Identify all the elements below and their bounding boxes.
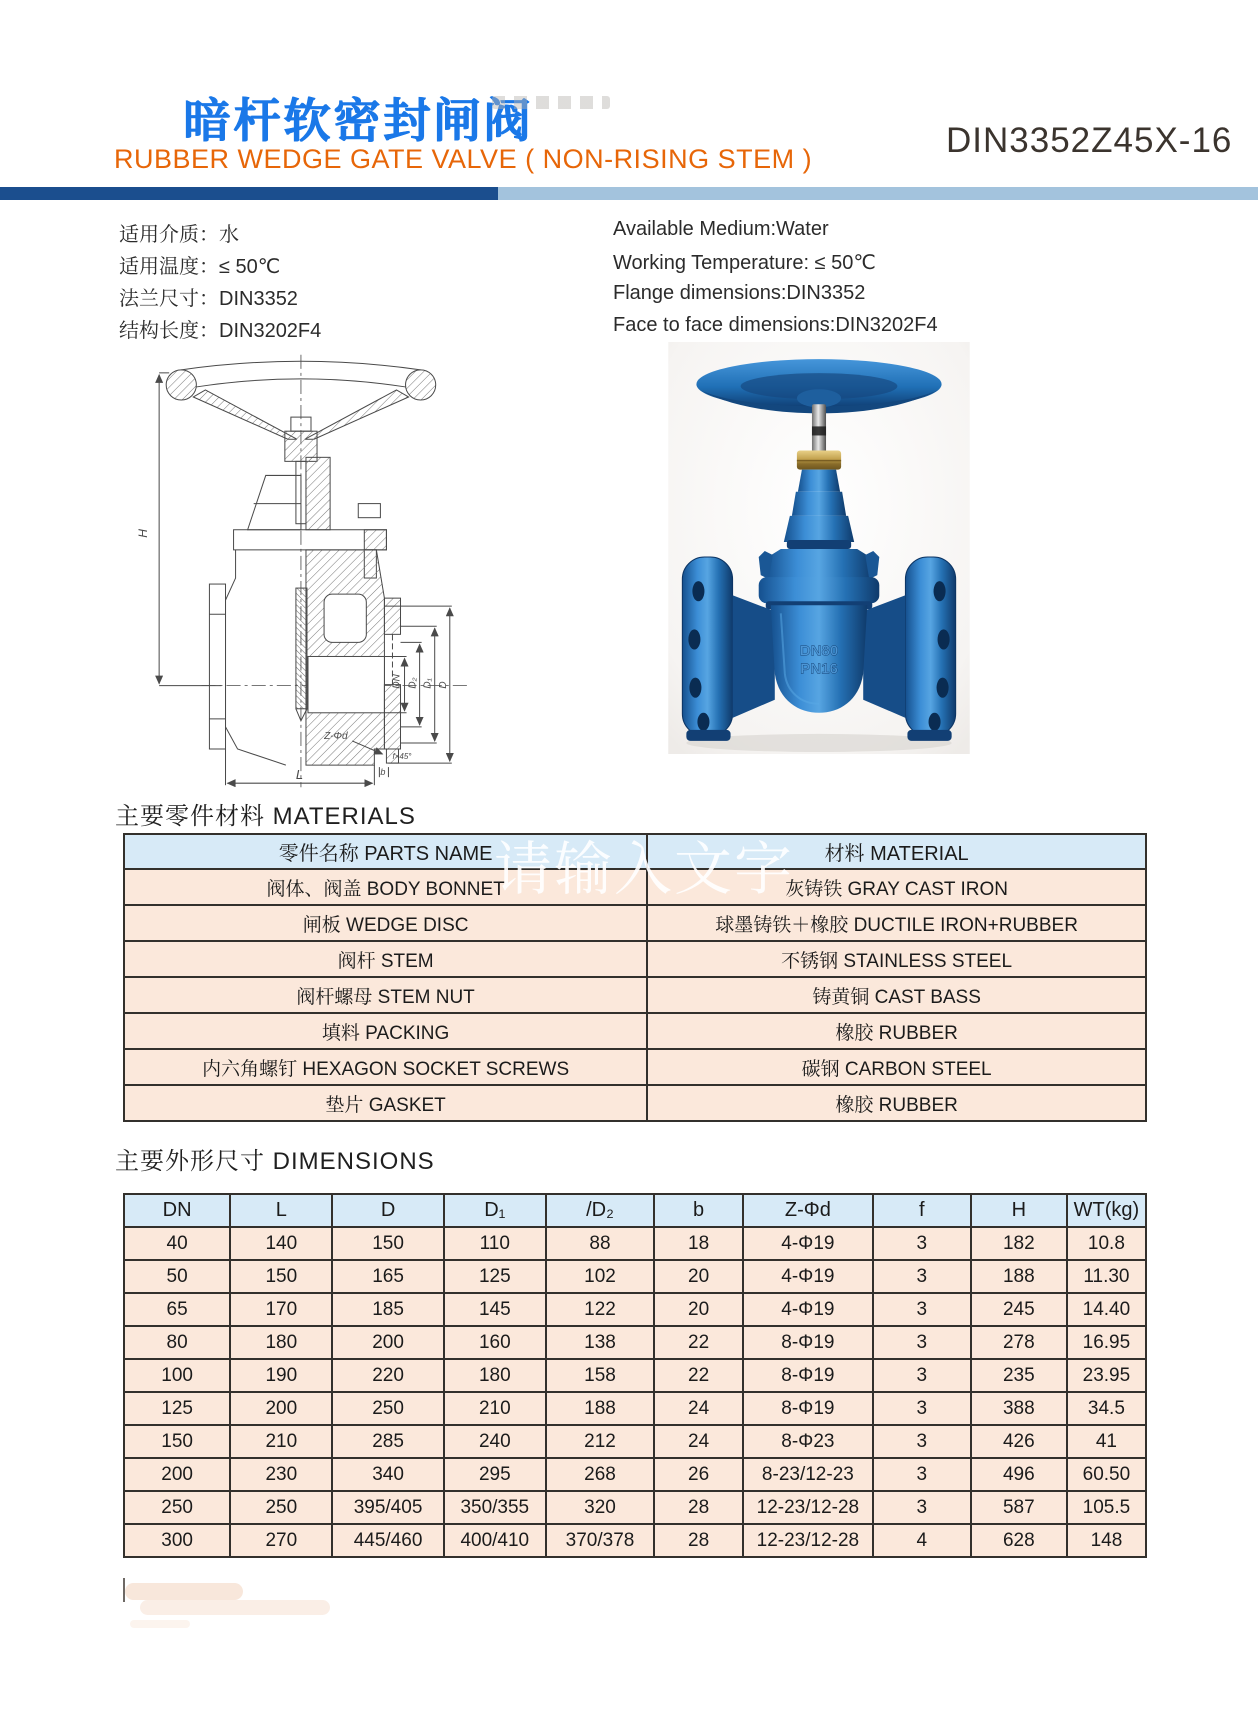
table-cell: 24 (654, 1392, 743, 1425)
erased-watermark-artifact (492, 96, 610, 109)
table-cell: 230 (230, 1458, 332, 1491)
column-header: D (332, 1194, 443, 1227)
table-cell: 148 (1067, 1524, 1146, 1557)
table-cell: 182 (971, 1227, 1067, 1260)
table-cell: 160 (444, 1326, 546, 1359)
table-cell: 180 (230, 1326, 332, 1359)
table-cell: 23.95 (1067, 1359, 1146, 1392)
table-cell: 188 (971, 1260, 1067, 1293)
table-cell: 3 (873, 1293, 971, 1326)
table-cell: 200 (124, 1458, 230, 1491)
table-row (124, 977, 1146, 1013)
column-header: b (654, 1194, 743, 1227)
drawing-label-d2: D₂ (407, 677, 419, 689)
column-header: H (971, 1194, 1067, 1227)
materials-section-title: 主要零件材料 MATERIALS (115, 803, 416, 830)
column-header: 材料 MATERIAL (647, 834, 1146, 869)
table-row (124, 941, 1146, 977)
table-cell: 8-23/12-23 (743, 1458, 873, 1491)
table-cell: 190 (230, 1359, 332, 1392)
drawing-label-b: b (380, 767, 386, 778)
table-cell: 28 (654, 1491, 743, 1524)
table-cell: 300 (124, 1524, 230, 1557)
table-cell: 185 (332, 1293, 443, 1326)
spec-length-cn: 结构长度：DIN3202F4 (119, 320, 322, 342)
table-cell: 8-Φ19 (743, 1326, 873, 1359)
table-cell: 20 (654, 1260, 743, 1293)
valve-technical-drawing (135, 352, 487, 796)
divider-bar-light (498, 187, 1258, 200)
column-header: D₁ (444, 1194, 546, 1227)
table-cell: 3 (873, 1491, 971, 1524)
table-cell: 18 (654, 1227, 743, 1260)
table-cell: 188 (546, 1392, 654, 1425)
table-cell: 138 (546, 1326, 654, 1359)
table-cell: 4-Φ19 (743, 1260, 873, 1293)
table-cell: 388 (971, 1392, 1067, 1425)
table-cell: 41 (1067, 1425, 1146, 1458)
table-cell: 铸黄铜 CAST BASS (647, 977, 1146, 1013)
table-cell: 34.5 (1067, 1392, 1146, 1425)
table-cell: 22 (654, 1326, 743, 1359)
spec-flange-en: Flange dimensions:DIN3352 (613, 282, 866, 304)
table-cell: 170 (230, 1293, 332, 1326)
table-row (124, 1524, 1146, 1557)
table-cell: 295 (444, 1458, 546, 1491)
table-cell: 碳钢 CARBON STEEL (647, 1049, 1146, 1085)
table-row (124, 1013, 1146, 1049)
table-cell: 4-Φ19 (743, 1227, 873, 1260)
table-cell: 105.5 (1067, 1491, 1146, 1524)
embossed-pn-text: PN16 (800, 660, 838, 678)
column-header: Z-Φd (743, 1194, 873, 1227)
table-cell: 8-Φ23 (743, 1425, 873, 1458)
dimensions-header-row (124, 1194, 1146, 1227)
table-cell: 210 (230, 1425, 332, 1458)
table-cell: 240 (444, 1425, 546, 1458)
table-cell: 220 (332, 1359, 443, 1392)
table-row (124, 1049, 1146, 1085)
table-row (124, 1227, 1146, 1260)
table-cell: 250 (124, 1491, 230, 1524)
table-cell: 110 (444, 1227, 546, 1260)
page-title: 暗杆软密封闸阀 (183, 94, 533, 147)
table-cell: 球墨铸铁＋橡胶 DUCTILE IRON+RUBBER (647, 905, 1146, 941)
column-header: L (230, 1194, 332, 1227)
table-cell: 24 (654, 1425, 743, 1458)
table-cell: 150 (332, 1227, 443, 1260)
table-cell: 400/410 (444, 1524, 546, 1557)
table-cell: 60.50 (1067, 1458, 1146, 1491)
table-cell: 125 (444, 1260, 546, 1293)
table-cell: 628 (971, 1524, 1067, 1557)
page-subtitle: RUBBER WEDGE GATE VALVE ( NON-RISING STEM ) (114, 144, 813, 174)
table-cell: 4-Φ19 (743, 1293, 873, 1326)
table-cell: 80 (124, 1326, 230, 1359)
table-cell: 填料 PACKING (124, 1013, 647, 1049)
table-cell: 122 (546, 1293, 654, 1326)
table-row (124, 905, 1146, 941)
table-cell: 22 (654, 1359, 743, 1392)
table-cell: 165 (332, 1260, 443, 1293)
table-cell: 268 (546, 1458, 654, 1491)
table-cell: 28 (654, 1524, 743, 1557)
table-cell: 235 (971, 1359, 1067, 1392)
table-cell: 340 (332, 1458, 443, 1491)
table-cell: 3 (873, 1227, 971, 1260)
embossed-dn-text: DN80 (799, 642, 839, 660)
table-cell: 3 (873, 1425, 971, 1458)
table-row (124, 1458, 1146, 1491)
smudge-artifact (125, 1583, 243, 1600)
table-cell: 阀杆 STEM (124, 941, 647, 977)
table-border-remnant (123, 1578, 125, 1602)
table-row (124, 1260, 1146, 1293)
table-cell: 370/378 (546, 1524, 654, 1557)
materials-header-row (124, 834, 1146, 869)
table-row (124, 1326, 1146, 1359)
table-cell: 3 (873, 1326, 971, 1359)
table-cell: 65 (124, 1293, 230, 1326)
drawing-label-l: L (295, 767, 304, 783)
table-cell: 4 (873, 1524, 971, 1557)
table-cell: 14.40 (1067, 1293, 1146, 1326)
table-cell: 50 (124, 1260, 230, 1293)
drawing-label-h: H (136, 529, 151, 538)
table-row (124, 1425, 1146, 1458)
table-cell: 158 (546, 1359, 654, 1392)
materials-table (123, 833, 1147, 1122)
valve-product-photo (668, 342, 970, 754)
table-cell: 270 (230, 1524, 332, 1557)
table-cell: 496 (971, 1458, 1067, 1491)
column-header: /D₂ (546, 1194, 654, 1227)
table-cell: 180 (444, 1359, 546, 1392)
table-cell: 3 (873, 1458, 971, 1491)
table-cell: 26 (654, 1458, 743, 1491)
spec-medium-en: Available Medium:Water (613, 218, 829, 240)
table-cell: 3 (873, 1359, 971, 1392)
table-cell: 140 (230, 1227, 332, 1260)
table-cell: 3 (873, 1260, 971, 1293)
table-cell: 320 (546, 1491, 654, 1524)
table-row (124, 1491, 1146, 1524)
table-cell: 11.30 (1067, 1260, 1146, 1293)
table-cell: 16.95 (1067, 1326, 1146, 1359)
drawing-label-f: f×45° (392, 752, 412, 762)
table-cell: 102 (546, 1260, 654, 1293)
table-row (124, 1293, 1146, 1326)
table-cell: 125 (124, 1392, 230, 1425)
smudge-artifact (130, 1620, 190, 1628)
spec-flange-cn: 法兰尺寸：DIN3352 (119, 288, 298, 310)
table-cell: 不锈钢 STAINLESS STEEL (647, 941, 1146, 977)
table-cell: 12-23/12-28 (743, 1491, 873, 1524)
spec-length-en: Face to face dimensions:DIN3202F4 (613, 314, 938, 336)
table-cell: 212 (546, 1425, 654, 1458)
spec-temperature-en: Working Temperature: ≤ 50℃ (613, 252, 876, 274)
table-cell: 200 (332, 1326, 443, 1359)
table-cell: 245 (971, 1293, 1067, 1326)
dimensions-section-title: 主要外形尺寸 DIMENSIONS (115, 1148, 435, 1175)
drawing-label-zd: Z-Φd (324, 730, 348, 742)
table-cell: 587 (971, 1491, 1067, 1524)
column-header: 零件名称 PARTS NAME (124, 834, 647, 869)
table-cell: 12-23/12-28 (743, 1524, 873, 1557)
table-cell: 426 (971, 1425, 1067, 1458)
spec-medium-cn: 适用介质：水 (119, 224, 239, 246)
table-cell: 445/460 (332, 1524, 443, 1557)
table-cell: 阀体、阀盖 BODY BONNET (124, 869, 647, 905)
table-cell: 阀杆螺母 STEM NUT (124, 977, 647, 1013)
table-cell: 40 (124, 1227, 230, 1260)
table-cell: 250 (332, 1392, 443, 1425)
table-cell: 210 (444, 1392, 546, 1425)
drawing-label-d1: D₁ (422, 678, 434, 689)
table-cell: 100 (124, 1359, 230, 1392)
drawing-label-d: D (437, 681, 449, 689)
table-cell: 20 (654, 1293, 743, 1326)
table-cell: 闸板 WEDGE DISC (124, 905, 647, 941)
watermark-text: 请输入文字 (494, 837, 795, 902)
table-cell: 145 (444, 1293, 546, 1326)
table-cell: 395/405 (332, 1491, 443, 1524)
column-header: f (873, 1194, 971, 1227)
column-header: WT(kg) (1067, 1194, 1146, 1227)
table-cell: 10.8 (1067, 1227, 1146, 1260)
table-cell: 橡胶 RUBBER (647, 1085, 1146, 1121)
smudge-artifact (140, 1600, 330, 1615)
model-number: DIN3352Z45X-16 (946, 121, 1233, 160)
table-cell: 灰铸铁 GRAY CAST IRON (647, 869, 1146, 905)
table-cell: 内六角螺钉 HEXAGON SOCKET SCREWS (124, 1049, 647, 1085)
divider-bar-dark (0, 187, 498, 200)
table-cell: 88 (546, 1227, 654, 1260)
table-cell: 278 (971, 1326, 1067, 1359)
table-cell: 285 (332, 1425, 443, 1458)
table-cell: 150 (124, 1425, 230, 1458)
table-cell: 8-Φ19 (743, 1392, 873, 1425)
table-cell: 橡胶 RUBBER (647, 1013, 1146, 1049)
table-row (124, 1359, 1146, 1392)
dimensions-table (123, 1193, 1147, 1558)
table-cell: 3 (873, 1392, 971, 1425)
column-header: DN (124, 1194, 230, 1227)
table-row (124, 1085, 1146, 1121)
table-cell: 250 (230, 1491, 332, 1524)
drawing-label-dn: DN (391, 674, 403, 689)
table-cell: 垫片 GASKET (124, 1085, 647, 1121)
table-row (124, 1392, 1146, 1425)
table-cell: 200 (230, 1392, 332, 1425)
spec-temperature-cn: 适用温度：≤ 50℃ (119, 256, 281, 278)
table-cell: 8-Φ19 (743, 1359, 873, 1392)
table-row (124, 869, 1146, 905)
table-cell: 150 (230, 1260, 332, 1293)
table-cell: 350/355 (444, 1491, 546, 1524)
